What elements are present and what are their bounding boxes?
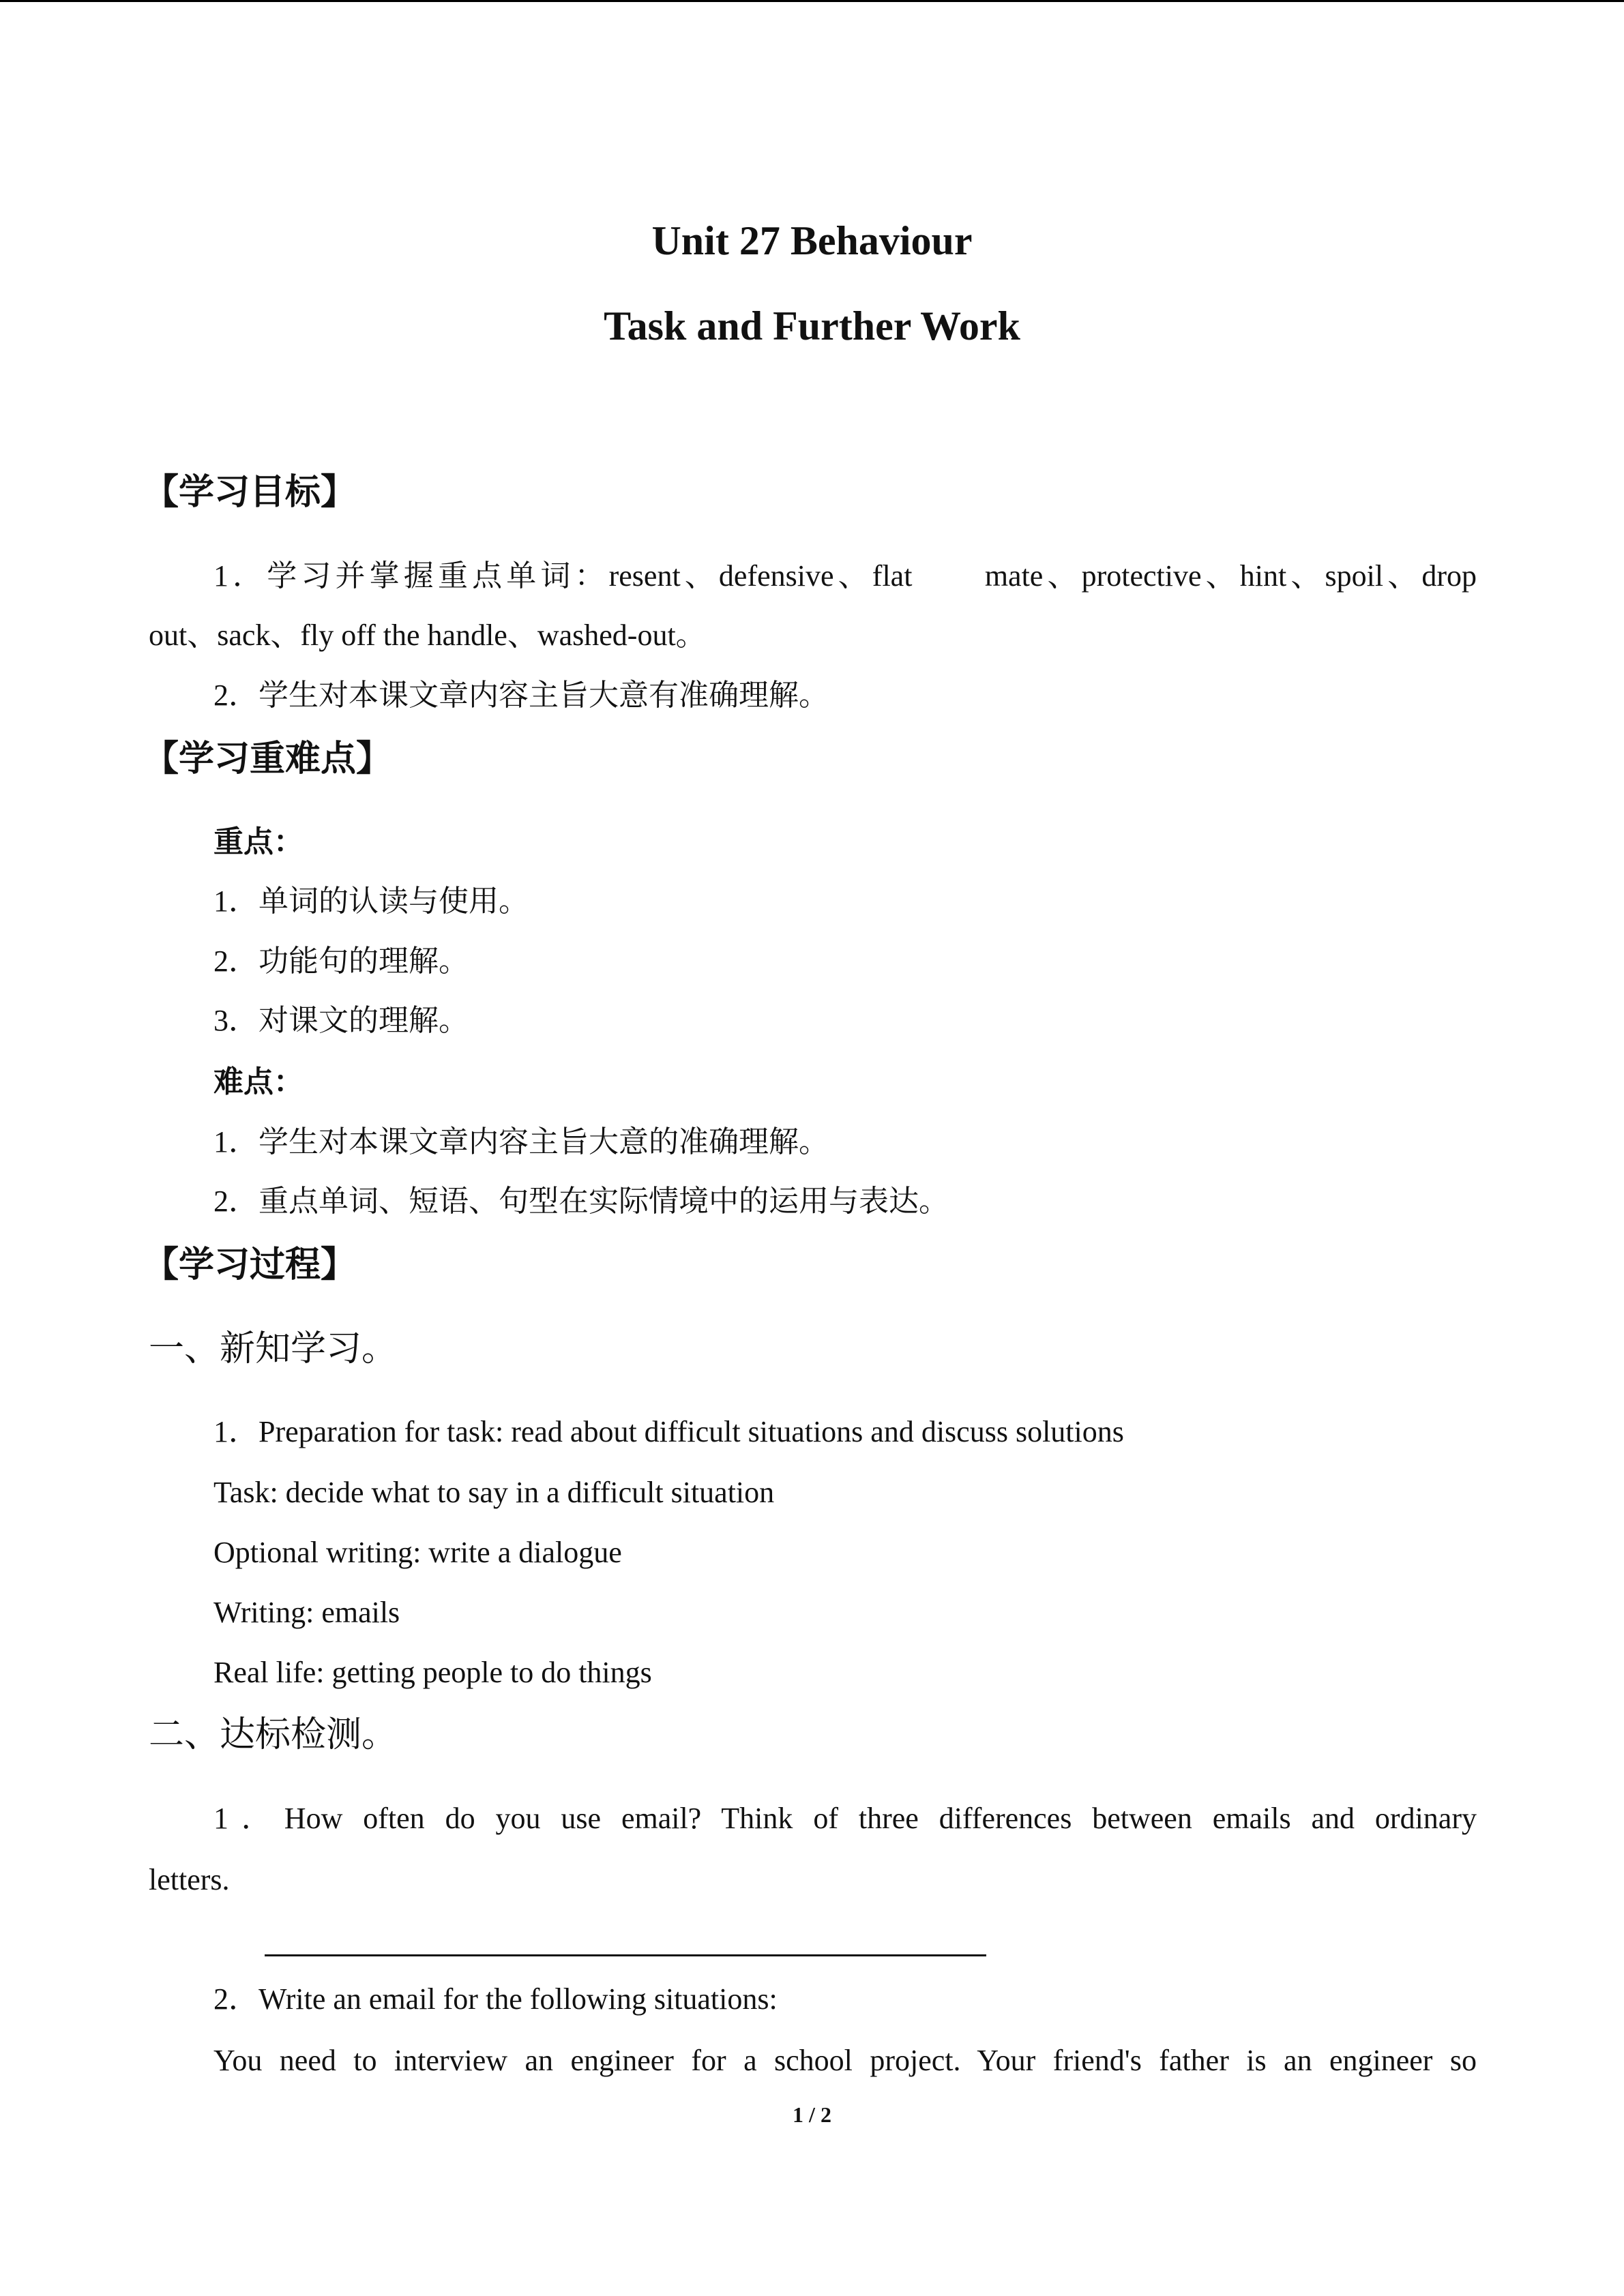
goals-item-1-line-2: out、sack、fly off the handle、washed-out。	[149, 618, 706, 652]
focus-item-1: 1．单词的认读与使用。	[213, 884, 529, 918]
part-1-line-5: Real life: getting people to do things	[213, 1656, 652, 1689]
question-1-line-1: 1．How often do you use email? Think of three differences between emails and ordinary	[213, 1802, 1477, 1835]
part-2-heading: 二、达标检测。	[149, 1716, 398, 1755]
difficulty-item-1: 1．学生对本课文章内容主旨大意的准确理解。	[213, 1125, 829, 1159]
focus-item-3: 3．对课文的理解。	[213, 1004, 469, 1037]
question-2: 2．Write an email for the following situations:	[213, 1982, 778, 2016]
part-1-line-3: Optional writing: write a dialogue	[213, 1536, 622, 1569]
goals-item-2: 2．学生对本课文章内容主旨大意有准确理解。	[213, 679, 829, 712]
focus-item-2: 2．功能句的理解。	[213, 944, 469, 978]
part-1-line-1: 1．Preparation for task: read about difficult situations and discuss solutions	[213, 1415, 1124, 1448]
difficulty-item-2: 2．重点单词、短语、句型在实际情境中的运用与表达。	[213, 1184, 949, 1218]
document-subtitle: Task and Further Work	[604, 303, 1020, 348]
part-1-heading: 一、新知学习。	[149, 1330, 398, 1369]
answer-line	[265, 1954, 986, 1956]
goals-item-1-line-1: 1．学习并掌握重点单词：resent、defensive、flat mate、protective、hint、spoil、drop	[213, 559, 1477, 593]
question-2-situation: You need to interview an engineer for a school project. Your friend's father is an engineer so	[213, 2044, 1477, 2077]
difficulty-label: 难点：	[213, 1065, 304, 1099]
key-points-heading: 【学习重难点】	[143, 740, 392, 779]
part-1-line-4: Writing: emails	[213, 1596, 400, 1629]
page-number: 1 / 2	[793, 2102, 831, 2127]
process-heading: 【学习过程】	[143, 1246, 357, 1285]
question-1-line-2: letters.	[149, 1863, 230, 1896]
focus-label: 重点：	[213, 825, 304, 859]
goals-heading: 【学习目标】	[143, 473, 357, 512]
part-1-line-2: Task: decide what to say in a difficult situation	[213, 1476, 775, 1509]
document-title: Unit 27 Behaviour	[651, 218, 973, 263]
